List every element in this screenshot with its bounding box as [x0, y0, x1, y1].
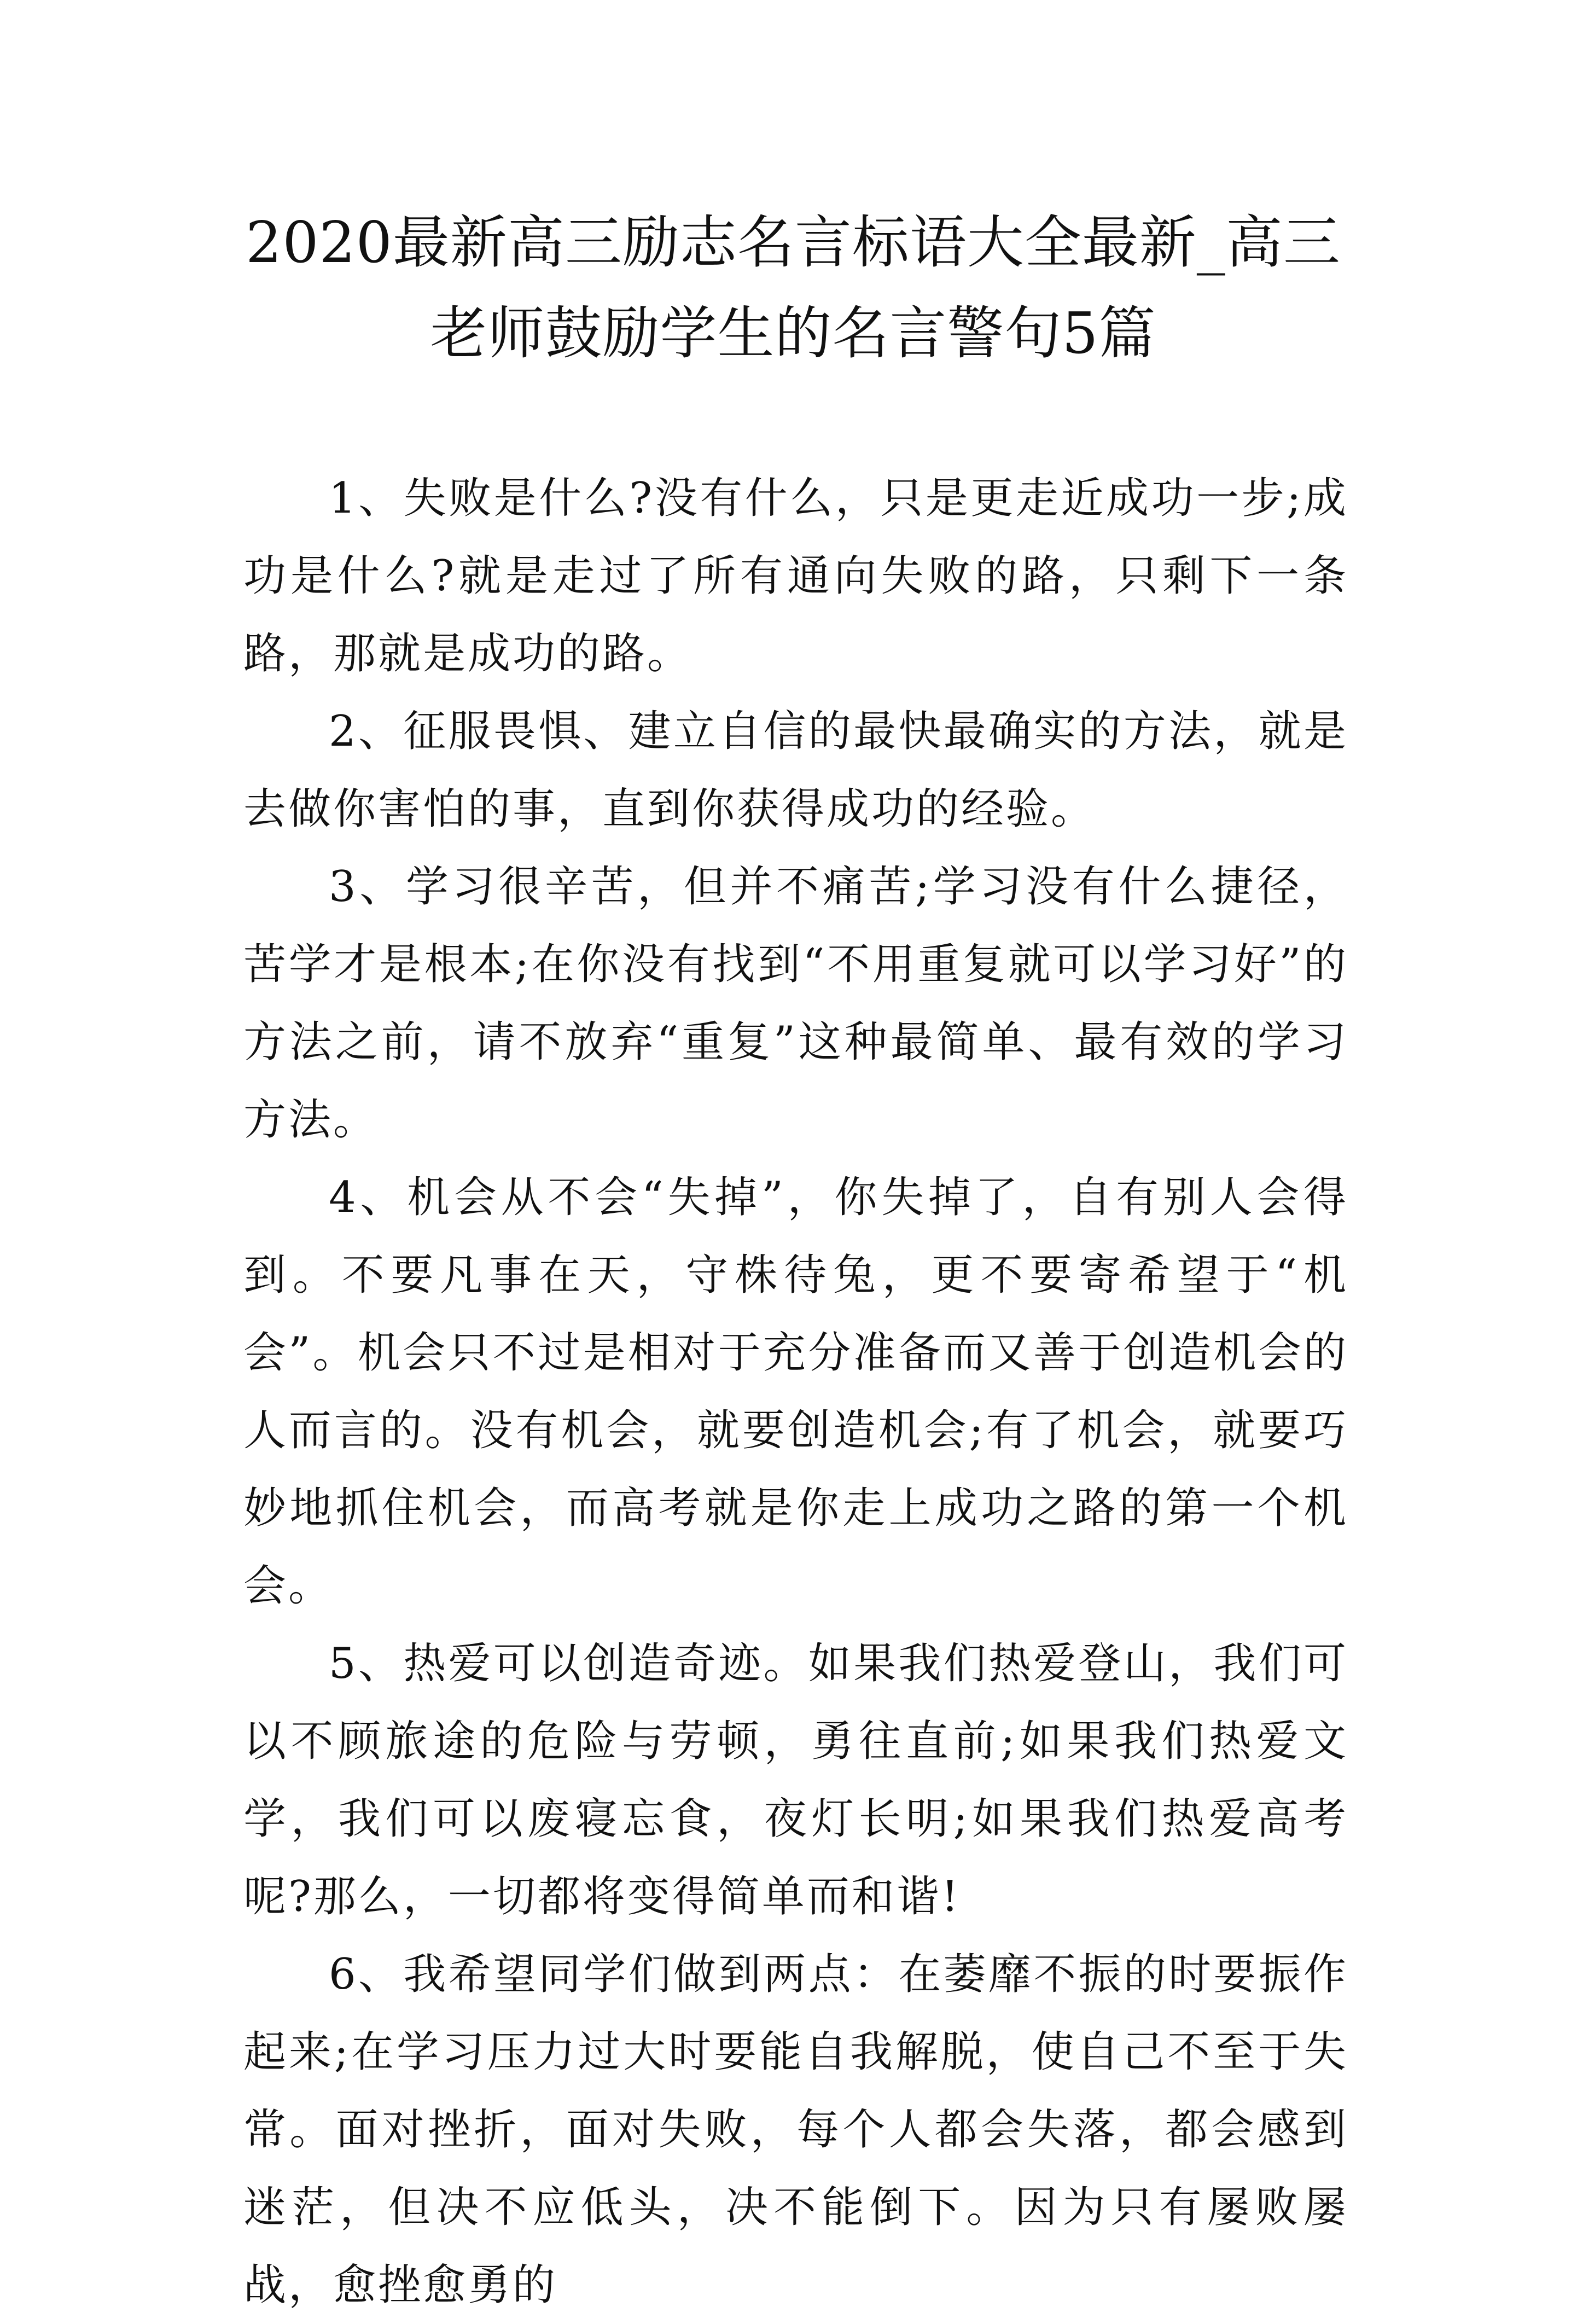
quote-paragraph-2: 2、征服畏惧、建立自信的最快最确实的方法，就是去做你害怕的事，直到你获得成功的经验。	[243, 707, 1348, 834]
quote-paragraph-3: 3、学习很辛苦，但并不痛苦;学习没有什么捷径，苦学才是根本;在你没有找到“不用重复就可以学习好”的方法之前，请不放弃“重复”这种最简单、最有效的学习方法。	[243, 862, 1348, 1144]
document-title: 2020最新高三励志名言标语大全最新_高三老师鼓励学生的名言警句5篇	[246, 209, 1341, 367]
quote-paragraph-4: 4、机会从不会“失掉”，你失掉了，自有别人会得到。不要凡事在天，守株待兔，更不要寄希望于“机会”。机会只不过是相对于充分准备而又善于创造机会的人而言的。没有机会，就要创造机会;有了机会，就要巧妙地抓住机会，而高考就是你走上成功之路的第一个机会。	[243, 1173, 1348, 1611]
quote-paragraph-1: 1、失败是什么?没有什么，只是更走近成功一步;成功是什么?就是走过了所有通向失败的路，只剩下一条路，那就是成功的路。	[243, 474, 1348, 678]
document-body	[243, 460, 1348, 2324]
quote-paragraph-5: 5、热爱可以创造奇迹。如果我们热爱登山，我们可以不顾旅途的危险与劳顿，勇往直前;如果我们热爱文学，我们可以废寝忘食，夜灯长明;如果我们热爱高考呢?那么，一切都将变得简单而和谐!	[243, 1639, 1348, 1921]
quote-paragraph-6: 6、我希望同学们做到两点：在萎靡不振的时要振作起来;在学习压力过大时要能自我解脱，使自己不至于失常。面对挫折，面对失败，每个人都会失落，都会感到迷茫，但决不应低头，决不能倒下。因为只有屡败屡战，愈挫愈勇的	[243, 1950, 1348, 2310]
